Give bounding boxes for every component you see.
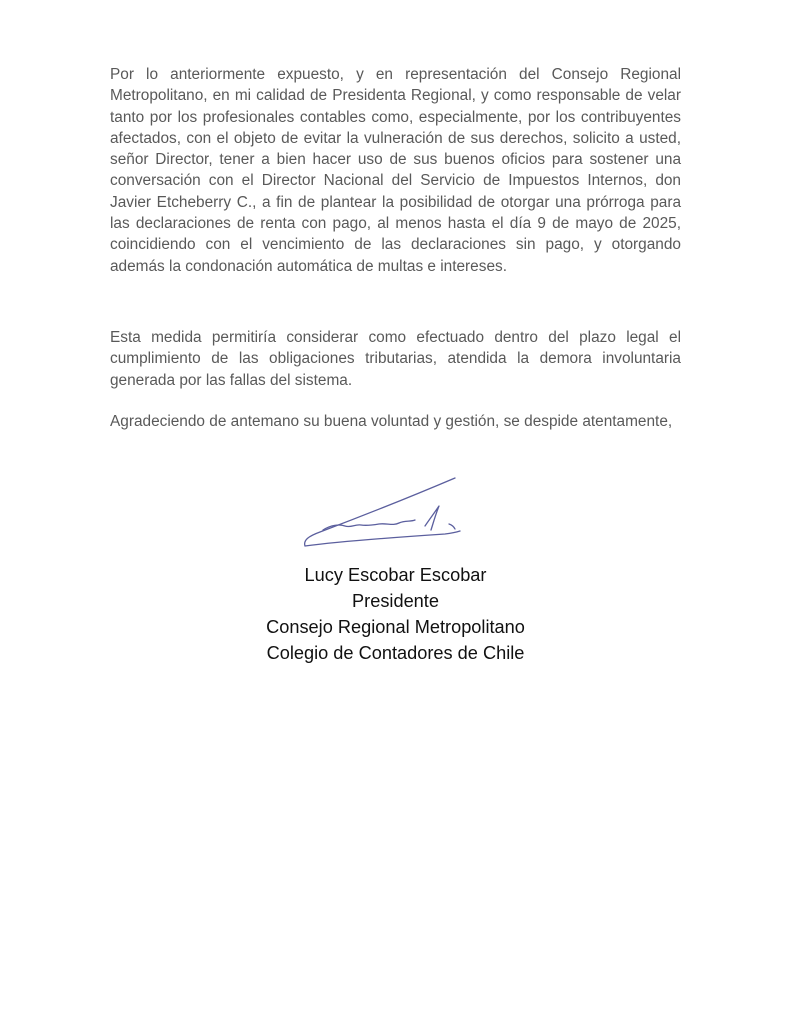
signatory-name: Lucy Escobar Escobar — [304, 565, 487, 585]
signature-stroke-name — [323, 520, 415, 530]
signatory-title: Presidente — [352, 591, 439, 611]
signature-stroke-flourish — [425, 506, 439, 530]
body-paragraph-request: Por lo anteriormente expuesto, y en representación del Consejo Regional Metropolitano, en mi calidad de Presidenta Regional, y como responsable de velar tanto por los profesionales contables como, especialmente, por los contribuyentes afectados, con el objeto de evitar la vulneración de sus derechos, solicito a usted, señor Director, tener a bien hacer uso de sus buenos oficios para sostener una conversación con el Director Nacional del Servicio de Impuestos Internos, don Javier Etcheberry C., a fin de plantear la posibilidad de otorgar una prórroga para las declaraciones de renta con pago, al menos hasta el día 9 de mayo de 2025, coincidiendo con el vencimiento de las declaraciones sin pago, y otorgando además la condonación automática de multas e intereses. — [110, 66, 681, 275]
signature-stroke-dot — [449, 524, 455, 529]
signatory-institution: Colegio de Contadores de Chile — [266, 643, 525, 663]
body-paragraph-justification: Esta medida permitiría considerar como efectuado dentro del plazo legal el cumplimiento de las obligaciones tributarias, atendida la demora involuntaria generada por las fallas del sistema. — [110, 329, 681, 389]
handwritten-signature — [295, 470, 480, 555]
body-paragraph-closing: Agradeciendo de antemano su buena voluntad y gestión, se despide atentamente, — [110, 413, 673, 430]
signature-block — [0, 562, 791, 666]
signatory-organization: Consejo Regional Metropolitano — [266, 617, 525, 637]
